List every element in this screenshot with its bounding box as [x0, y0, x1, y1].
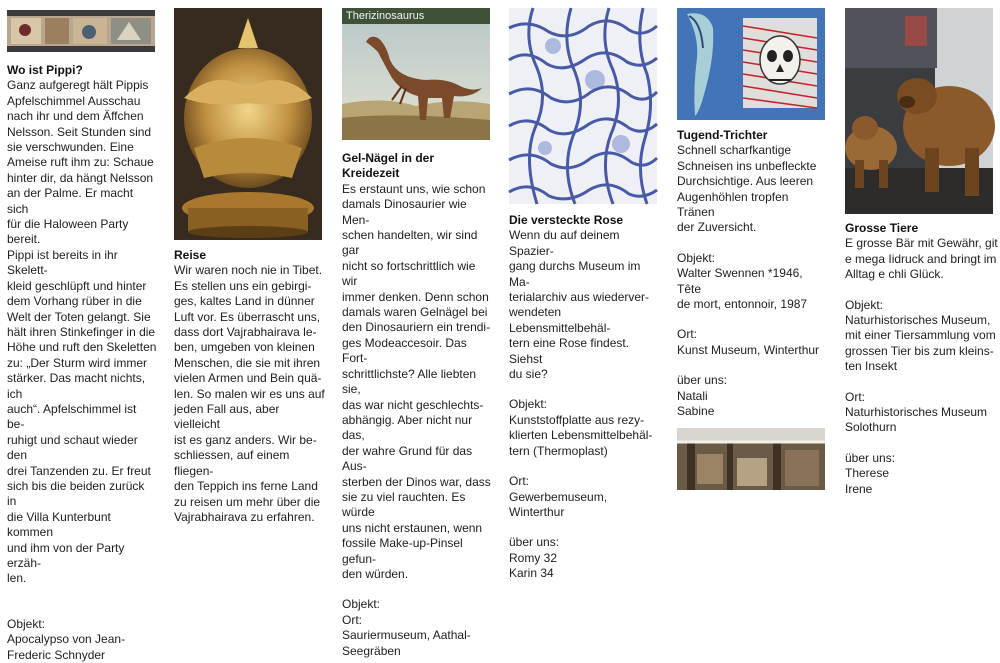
article-gelnaegel	[342, 0, 494, 658]
skull-painting-image	[677, 8, 825, 120]
article-title: Die versteckte Rose	[509, 213, 624, 227]
ueber-label: über uns:	[677, 373, 728, 388]
article-tugend-trichter	[677, 0, 829, 500]
workshop-image	[677, 428, 825, 490]
object-label: Objekt:	[677, 250, 716, 265]
article-rose	[509, 0, 661, 581]
article-title: Gel-Nägel in der Kreidezeit	[342, 151, 435, 181]
article-body: Ganz aufgeregt hält Pippis Apfelschimmel Ausschau nach ihr und dem Äffchen Nelsson. Seit Stunden sind sie verschwunden. Eine Ameise ruft ihm zu: Schaue hinter dir, da hängt Nelsson an der Palme. Er macht sich für die Haloween Party bereit. Pippi ist bereits in ihr Skelett- kleid geschlüpft und hinter dem Vorhang rüber in die Welt der Toten gelangt. Sie hält ihren Stinkefinger in die Höhe und ruft den Skeletten zu: „Der Sturm wird immer stärker. Das macht nichts, ich auch“. Apfelschimmel ist be- ruhigt und schaut wieder den drei Tanzenden zu. Er freut sich bis die beiden zurück in die Villa Kunterbunt kommen und ihm von der Party erzäh- len.	[7, 78, 157, 586]
article-pippi	[7, 0, 157, 662]
ort-text: Kunst Museum, Winterthur	[677, 342, 820, 357]
object-label: Objekt:	[509, 397, 548, 412]
ueber-label: über uns:	[509, 535, 560, 550]
article-grosse-tiere	[845, 0, 1000, 500]
article-reise	[174, 0, 326, 524]
ort-text: Naturhistorisches Museum Solothurn	[845, 405, 988, 435]
object-label: Objekt:	[342, 597, 381, 612]
ort-label: Ort:	[342, 612, 362, 627]
vajrabhairava-image	[174, 8, 322, 240]
image-caption: Therizinosaurus	[346, 10, 425, 22]
object-label: Objekt:	[845, 297, 884, 312]
object-text: Kunststoffplatte aus rezy- klierten Lebensmittelbehäl- tern (Thermoplast)	[509, 412, 653, 458]
ort-label: Ort:	[509, 474, 529, 489]
article-body: Schnell scharfkantige Schneisen ins unbefleckte Durchsichtige. Aus leeren Augenhöhlen tropfen Tränen der Zuversicht.	[677, 143, 817, 235]
ueber-text: Natali Sabine	[677, 388, 715, 419]
article-title: Reise	[174, 248, 207, 262]
ueber-text: Therese Irene	[845, 466, 890, 496]
ueber-text: Romy 32 Karin 34	[509, 550, 558, 581]
article-body: Es erstaunt uns, wie schon damals Dinosaurier wie Men- schen handelten, wir sind gar nicht so fortschrittlich wie wir immer denken. Denn schon damals waren Gelnägel bei den Dinosauriern ein trendi- ges Modeaccesoir. Das Fort- schrittlichste? Alle liebten sie, das war nicht geschlechts- abhängig. Aber nicht nur das, der wahre Grund für das Aus- sterben der Dinos war, dass sie zu viel rauchten. Es würde uns nicht erstaunen, wenn fossile Make-up-Pinsel gefun- den würden.	[342, 181, 491, 581]
article-body: Wir waren noch nie in Tibet. Es stellen uns ein gebirgi- ges, kaltes Land in dünner Luft vor. Es überrascht uns, dass dort Vajrabhairava le- ben, umgeben von kleinen Menschen, die sie mit ihren vielen Armen und Bein quä- len. So malen wir es uns auf jeden Fall aus, aber vielleicht ist es ganz anders. Wir be- schliessen, auf einem fliegen- den Teppich ins ferne Land zu reisen um mehr über die Vajrabhairava zu erfahren.	[174, 263, 325, 524]
ueber-label: über uns:	[845, 450, 896, 465]
object-text: Naturhistorisches Museum, mit einer Tiersammlung vom grossen Tier bis zum kleins- ten Insekt	[845, 313, 996, 374]
article-title: Grosse Tiere	[845, 221, 919, 235]
object-label: Objekt:	[7, 616, 46, 631]
object-text: Walter Swennen *1946, Tête de mort, entonnoir, 1987	[677, 266, 808, 312]
dinosaur-image	[342, 8, 490, 140]
bear-image	[845, 8, 993, 214]
article-title: Tugend-Trichter	[677, 128, 768, 142]
ort-label: Ort:	[845, 389, 865, 404]
pippi-image	[7, 10, 155, 52]
ort-label: Ort:	[677, 327, 697, 342]
article-body: Wenn du auf deinem Spazier- gang durchs Museum im Ma- terialarchiv aus wiederver- wendeten Lebensmittelbehäl- tern eine Rose findest. Siehst du sie?	[509, 228, 650, 382]
article-title: Wo ist Pippi?	[7, 63, 83, 77]
ort-text: Sauriermuseum, Aathal- Seegräben	[342, 628, 471, 658]
rose-plate-image	[509, 8, 657, 204]
ort-text: Gewerbemuseum, Winterthur	[509, 489, 608, 519]
object-text: Apocalypso von Jean- Frederic Schnyder	[7, 632, 126, 662]
article-body: E grosse Bär mit Gewähr, git e mega Iidruck and bringt im Alltag e chli Glück.	[845, 236, 998, 282]
